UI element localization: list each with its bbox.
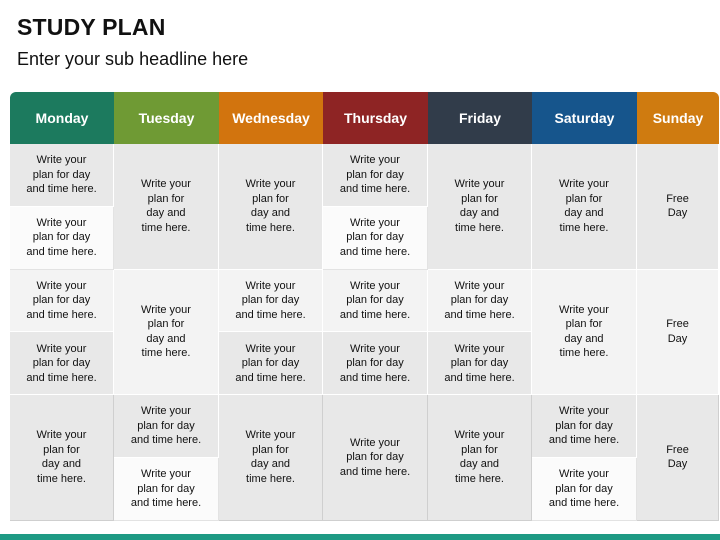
plan-cell[interactable]: Write your plan for day and time here. bbox=[323, 395, 428, 521]
plan-cell[interactable]: Write your plan for day and time here. bbox=[323, 332, 428, 395]
plan-cell[interactable]: Write your plan for day and time here. bbox=[428, 395, 532, 521]
plan-cell[interactable]: Write your plan for day and time here. bbox=[219, 395, 323, 521]
plan-cell[interactable]: Write your plan for day and time here. bbox=[532, 458, 637, 521]
plan-cell[interactable]: Write your plan for day and time here. bbox=[219, 270, 323, 333]
plan-cell[interactable]: Write your plan for day and time here. bbox=[532, 144, 637, 270]
plan-cell[interactable]: Write your plan for day and time here. bbox=[114, 395, 219, 458]
header-friday: Friday bbox=[428, 92, 532, 144]
free-day-cell[interactable]: Free Day bbox=[637, 144, 719, 270]
plan-cell[interactable]: Write your plan for day and time here. bbox=[10, 332, 114, 395]
free-day-cell[interactable]: Free Day bbox=[637, 395, 719, 521]
plan-cell[interactable]: Write your plan for day and time here. bbox=[428, 144, 532, 270]
header-tuesday: Tuesday bbox=[114, 92, 219, 144]
plan-cell[interactable]: Write your plan for day and time here. bbox=[114, 270, 219, 396]
plan-cell[interactable]: Write your plan for day and time here. bbox=[428, 270, 532, 333]
study-plan-table bbox=[10, 92, 719, 521]
free-day-cell[interactable]: Free Day bbox=[637, 270, 719, 396]
plan-cell[interactable]: Write your plan for day and time here. bbox=[532, 270, 637, 396]
plan-cell[interactable]: Write your plan for day and time here. bbox=[114, 458, 219, 521]
plan-cell[interactable]: Write your plan for day and time here. bbox=[323, 270, 428, 333]
header-monday: Monday bbox=[10, 92, 114, 144]
header-sunday: Sunday bbox=[637, 92, 719, 144]
page-subtitle: Enter your sub headline here bbox=[17, 49, 249, 69]
plan-cell[interactable]: Write your plan for day and time here. bbox=[323, 144, 428, 207]
header-saturday: Saturday bbox=[532, 92, 637, 144]
page-title: STUDY PLAN bbox=[17, 14, 166, 40]
plan-cell[interactable]: Write your plan for day and time here. bbox=[114, 144, 219, 270]
plan-cell[interactable]: Write your plan for day and time here. bbox=[532, 395, 637, 458]
plan-cell[interactable]: Write your plan for day and time here. bbox=[10, 144, 114, 207]
plan-cell[interactable]: Write your plan for day and time here. bbox=[10, 270, 114, 333]
bottom-accent-bar bbox=[0, 534, 720, 540]
plan-cell[interactable]: Write your plan for day and time here. bbox=[219, 332, 323, 395]
header-wednesday: Wednesday bbox=[219, 92, 323, 144]
plan-cell[interactable]: Write your plan for day and time here. bbox=[323, 207, 428, 270]
plan-cell[interactable]: Write your plan for day and time here. bbox=[428, 332, 532, 395]
plan-cell[interactable]: Write your plan for day and time here. bbox=[10, 395, 114, 521]
plan-cell[interactable]: Write your plan for day and time here. bbox=[10, 207, 114, 270]
header-thursday: Thursday bbox=[323, 92, 428, 144]
plan-cell[interactable]: Write your plan for day and time here. bbox=[219, 144, 323, 270]
